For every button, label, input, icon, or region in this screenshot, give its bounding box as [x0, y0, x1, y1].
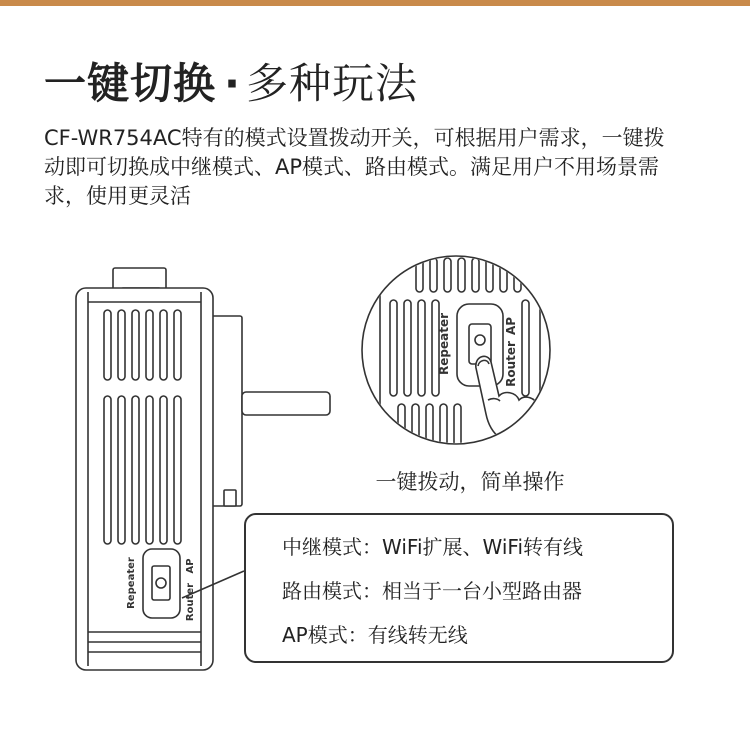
zoom-label-repeater: Repeater [437, 313, 451, 375]
vent-slat [174, 310, 181, 380]
vent-slat [418, 300, 425, 396]
vent-slat [390, 300, 397, 396]
vent-slat [412, 404, 419, 446]
title-light: 多种玩法 [245, 59, 418, 108]
vent-slat [104, 396, 111, 544]
mode-item-repeater: 中继模式：WiFi扩展、WiFi转有线 [282, 535, 583, 559]
vent-slat [454, 404, 461, 446]
intro-line: CF-WR754AC特有的模式设置拨动开关，可根据用户需求，一键拨 [44, 126, 665, 150]
vent-slat [444, 258, 451, 292]
vent-slat [472, 258, 479, 292]
intro-line: 求，使用更灵活 [44, 184, 191, 208]
zoom-switch-knob [475, 335, 485, 345]
vent-slat [404, 300, 411, 396]
vent-slat [132, 396, 139, 544]
device-label-router: Router [185, 582, 196, 622]
vent-slat [500, 258, 507, 292]
mode-item-router: 路由模式：相当于一台小型路由器 [282, 579, 582, 603]
vent-slat [118, 396, 125, 544]
vent-slat [440, 404, 447, 446]
vent-slat [132, 310, 139, 380]
vent-slat [118, 310, 125, 380]
device-plug-prong [242, 392, 330, 415]
device-label-ap: AP [185, 558, 196, 574]
zoom-caption: 一键拨动，简单操作 [375, 470, 565, 494]
modes-callout [244, 513, 674, 663]
title-bold: 一键切换 [44, 59, 217, 108]
intro-line: 动即可切换成中继模式、AP模式、路由模式。满足用户不用场景需 [44, 155, 660, 179]
vent-slat [430, 258, 437, 292]
device-plug-plate [211, 316, 242, 506]
zoom-label-router: Router [504, 341, 518, 387]
vent-slat [458, 258, 465, 292]
vent-slat [174, 396, 181, 544]
vent-slat [514, 258, 521, 292]
device-switch-knob [156, 578, 166, 588]
zoom-inset [362, 250, 560, 460]
title-separator: · [224, 59, 240, 108]
device-label-repeater: Repeater [126, 557, 137, 609]
vent-slat [160, 310, 167, 380]
mode-item-ap: AP模式：有线转无线 [282, 623, 468, 647]
vent-slat [160, 396, 167, 544]
zoom-label-ap: AP [504, 316, 518, 336]
vent-slat [104, 310, 111, 380]
device-plug-notch [224, 490, 236, 506]
vent-slat [146, 310, 153, 380]
vent-slat [146, 396, 153, 544]
vent-slat [522, 300, 529, 396]
